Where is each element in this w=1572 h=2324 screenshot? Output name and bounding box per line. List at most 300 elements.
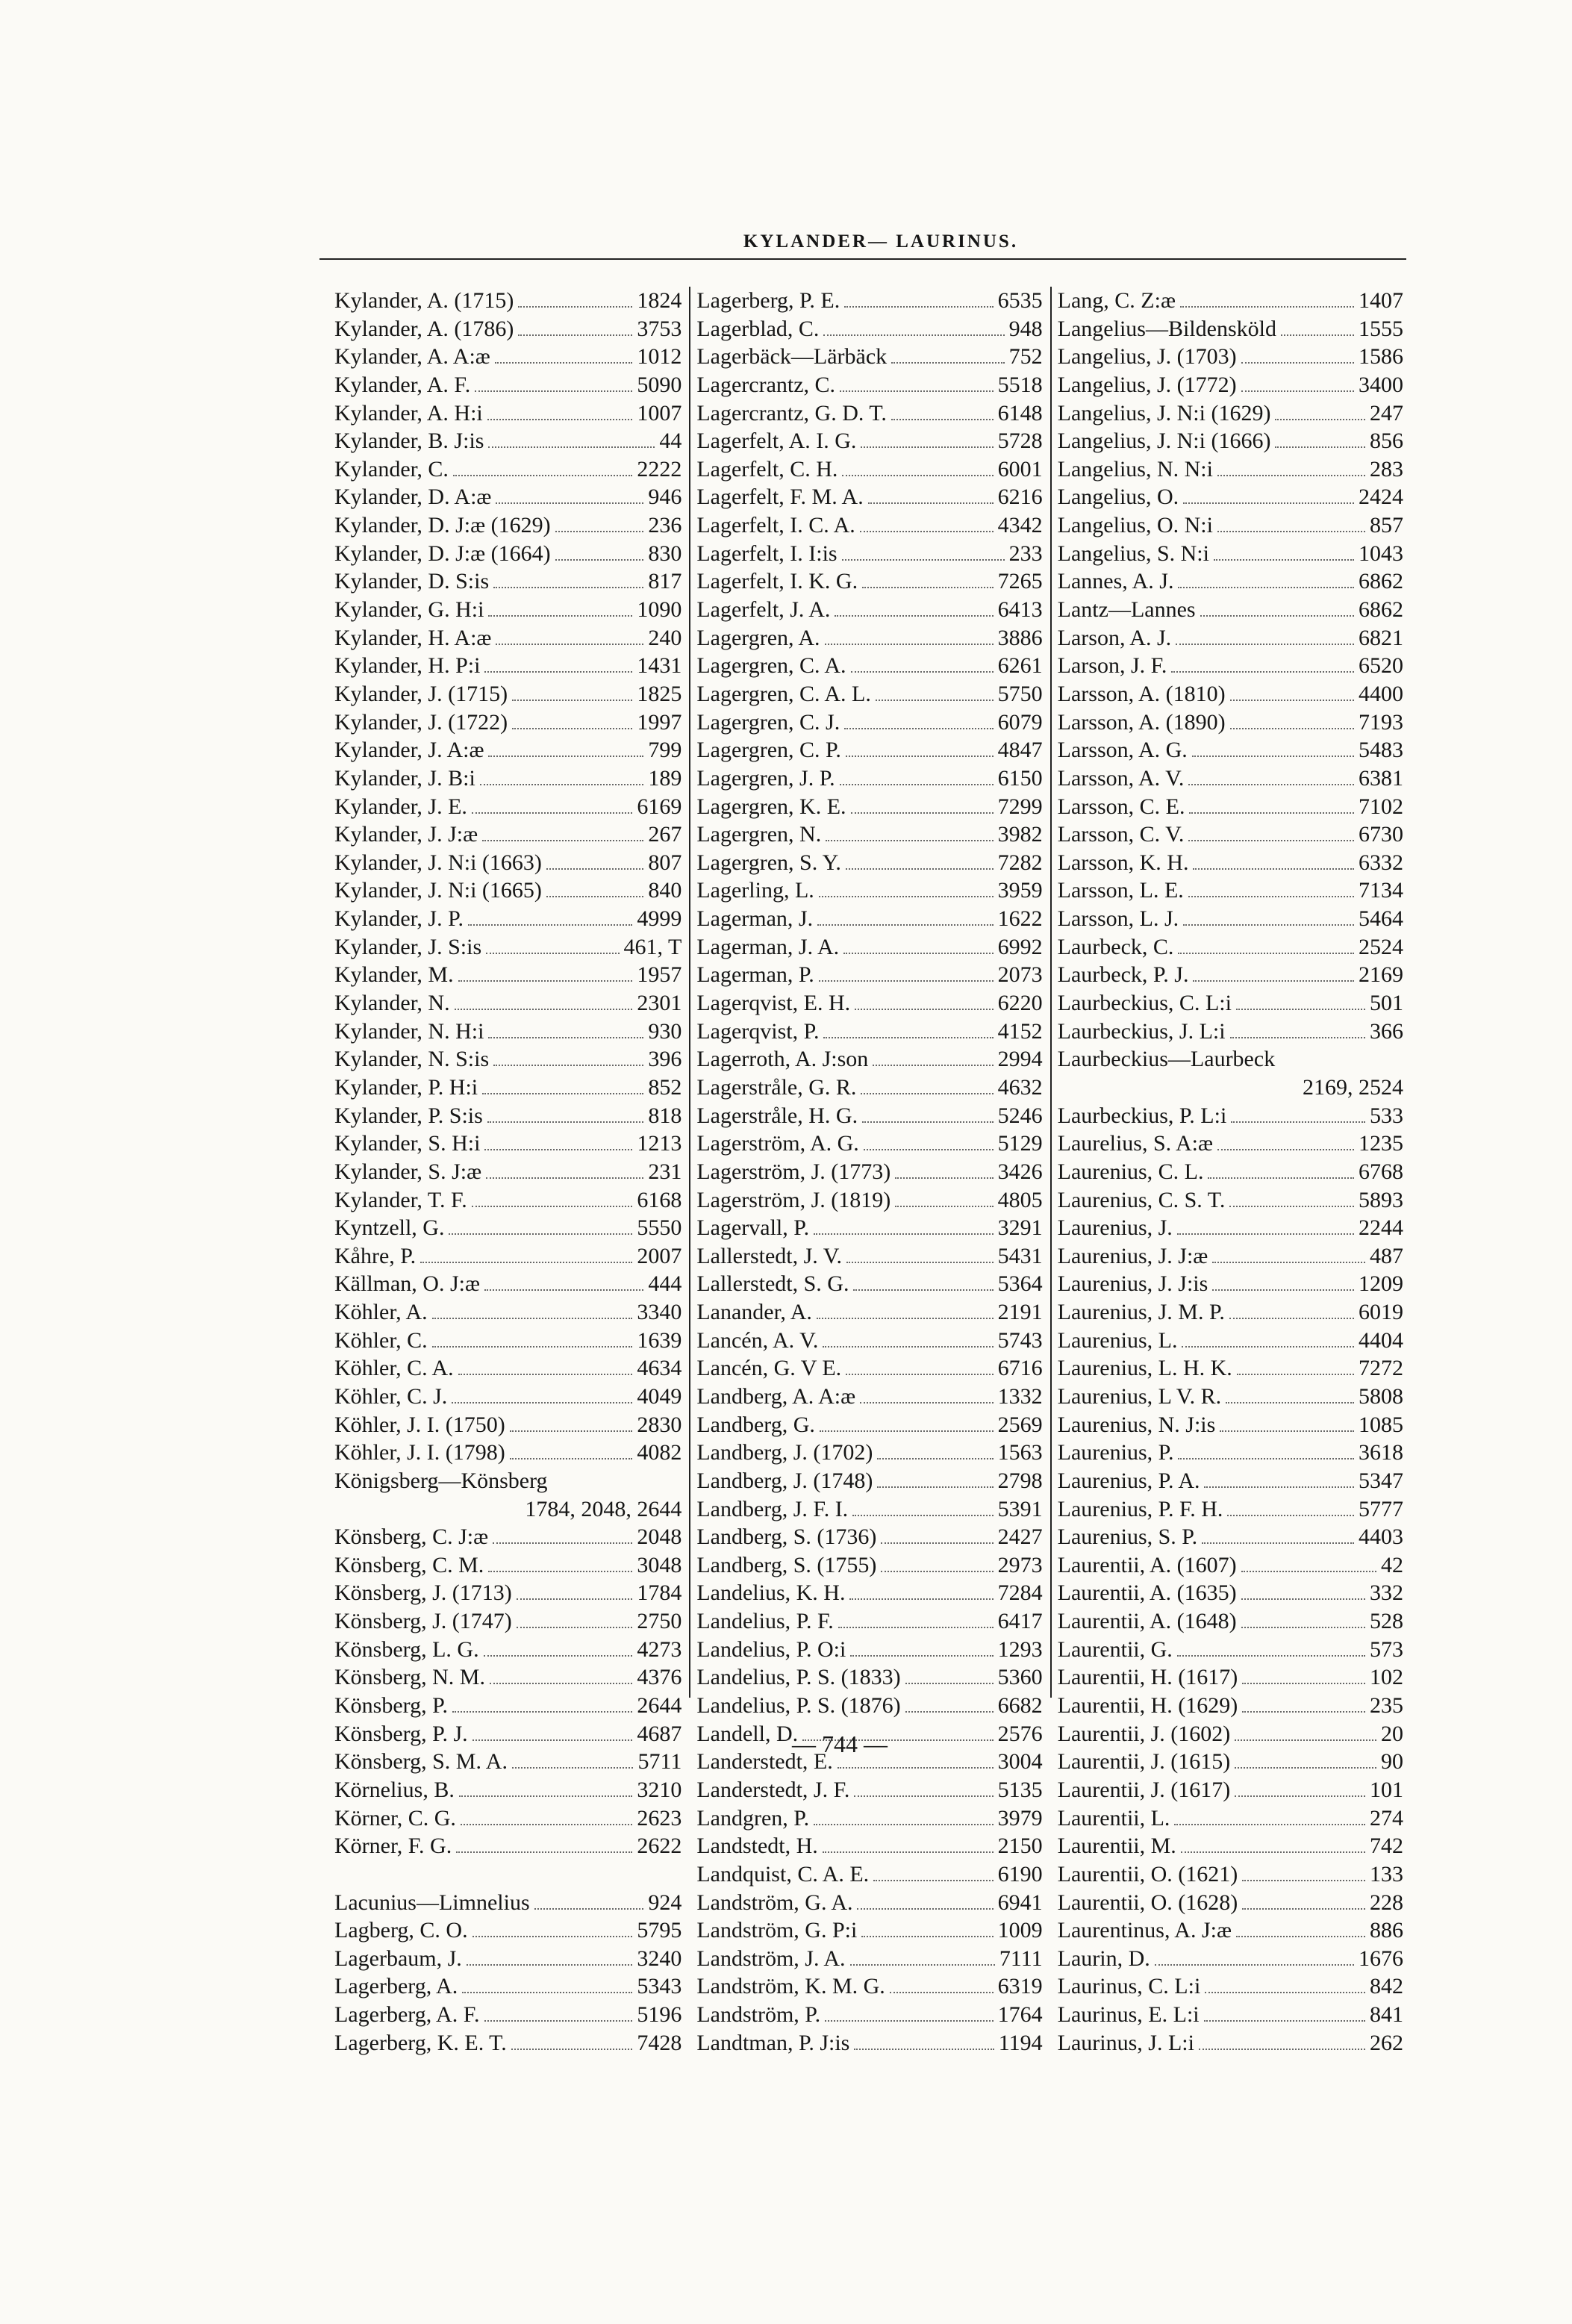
index-entry-ref: 102: [1369, 1665, 1403, 1690]
index-entry: [334, 680, 681, 708]
index-entry-name: Kylander, M.: [334, 962, 454, 988]
index-entry-ref: 6682: [997, 1693, 1043, 1719]
leader-dots: [1230, 727, 1354, 729]
index-entry-name: Landberg, S. (1736): [696, 1524, 877, 1550]
index-entry: [1058, 1439, 1403, 1467]
index-entry: [334, 1607, 681, 1636]
leader-dots: [458, 1373, 633, 1375]
index-entry: [334, 793, 681, 821]
leader-dots: [905, 1682, 994, 1684]
index-entry-ref: 4273: [637, 1636, 682, 1662]
leader-dots: [1212, 1261, 1365, 1263]
index-entry: [696, 1327, 1042, 1355]
leader-dots: [488, 446, 655, 448]
index-entry-name: Kyntzell, G.: [334, 1215, 445, 1241]
leader-dots: [461, 1823, 632, 1825]
index-entry-name: Larsson, A. G.: [1057, 738, 1188, 763]
index-entry: [1058, 1663, 1403, 1692]
leader-dots: [453, 474, 632, 476]
index-entry-ref: 4049: [637, 1383, 682, 1409]
index-entry: [696, 1439, 1042, 1467]
leader-dots: [1217, 1148, 1354, 1150]
index-entry-ref: 5135: [997, 1777, 1043, 1802]
index-entry: [334, 511, 681, 540]
index-entry-ref: 842: [1369, 1974, 1403, 1999]
index-entry-name: Lagerblad, C.: [696, 316, 820, 341]
leader-dots: [819, 895, 994, 897]
index-entry-name: Laurbeckius—Laurbeck: [1057, 1047, 1276, 1072]
leader-dots: [1236, 1008, 1365, 1010]
index-entry-name: Köhler, C.: [334, 1327, 428, 1353]
index-entry-ref: 7299: [997, 794, 1043, 819]
index-entry-name: Langelius, O.: [1057, 485, 1179, 510]
index-entry: [334, 1102, 681, 1130]
index-entry-name: Laurinus, J. L:i: [1057, 2030, 1194, 2055]
index-entry-name: Könsberg, N. M.: [334, 1665, 485, 1690]
index-entry-name: Kylander, P. H:i: [334, 1074, 478, 1100]
leader-dots: [823, 1345, 993, 1348]
index-entry-name: Landström, K. M. G.: [696, 1974, 885, 1999]
index-entry-ref: 4082: [637, 1440, 682, 1465]
leader-dots: [1237, 1373, 1354, 1375]
index-entry: [696, 1551, 1042, 1580]
index-entry: [696, 1945, 1042, 1973]
leader-dots: [1202, 1542, 1354, 1544]
index-entry-name: Kylander, N. S:is: [334, 1047, 490, 1072]
leader-dots: [876, 699, 994, 701]
leader-dots: [838, 1626, 994, 1628]
leader-dots: [846, 867, 994, 870]
leader-dots: [1178, 1457, 1354, 1459]
index-entry-ref: 7272: [1358, 1356, 1403, 1381]
leader-dots: [1242, 1710, 1365, 1713]
index-entry: [334, 315, 681, 343]
leader-dots: [819, 979, 994, 982]
leader-dots: [518, 305, 632, 308]
index-entry-name: Lagerbäck—Lärbäck: [696, 344, 888, 370]
index-entry-name: Königsberg—Könsberg: [334, 1468, 548, 1493]
index-entry-name: Larson, A. J.: [1057, 625, 1172, 650]
leader-dots: [849, 1598, 993, 1600]
index-entry-name: Lagerström, J. (1773): [696, 1159, 891, 1184]
index-entry-ref: 7282: [997, 850, 1043, 875]
index-entry-name: Kylander, G. H:i: [334, 597, 484, 623]
index-entry-name: Landerstedt, J. F.: [696, 1777, 850, 1802]
index-entry-name: Lagerfelt, J. A.: [696, 597, 831, 623]
index-entry-name: Kylander, J. P.: [334, 906, 464, 932]
leader-dots: [1242, 1907, 1365, 1910]
index-entry: [696, 1018, 1042, 1046]
leader-dots: [854, 1795, 993, 1797]
index-entry-ref: 2622: [637, 1834, 682, 1859]
index-entry-name: Larsson, L. E.: [1057, 878, 1184, 903]
index-entry: [696, 596, 1042, 624]
index-entry-ref: 4847: [997, 738, 1043, 763]
index-entry-ref: 3959: [997, 878, 1043, 903]
index-entry-ref: 5518: [997, 372, 1043, 397]
index-entry-ref: 6019: [1358, 1300, 1403, 1325]
index-entry: [696, 455, 1042, 484]
index-entry: [1058, 1636, 1403, 1664]
leader-dots: [895, 1177, 993, 1179]
index-entry: [334, 1130, 681, 1158]
index-entry-ref: 7111: [999, 1946, 1043, 1971]
index-entry-name: Landberg, A. A:æ: [696, 1383, 856, 1409]
index-entry-name: Lagerqvist, E. H.: [696, 991, 851, 1016]
leader-dots: [843, 952, 994, 954]
index-entry: [1058, 961, 1403, 989]
index-entry-ref: 4634: [637, 1356, 682, 1381]
index-entry: [1058, 455, 1403, 484]
index-entry-ref: 5347: [1358, 1468, 1403, 1493]
index-entry-ref: 235: [1369, 1693, 1403, 1719]
index-entry: [696, 483, 1042, 511]
index-entry: [696, 1495, 1042, 1524]
index-entry-ref: 366: [1369, 1018, 1403, 1044]
leader-dots: [1235, 1766, 1376, 1769]
index-entry-name: Laurenius, C. L.: [1057, 1159, 1204, 1184]
index-entry-ref: 946: [648, 485, 682, 510]
index-entry-name: Körnelius, B.: [334, 1777, 455, 1802]
index-entry-ref: 930: [648, 1018, 682, 1044]
index-entry-ref: 3340: [637, 1300, 682, 1325]
leader-dots: [484, 670, 632, 673]
index-entry-name: Landstedt, H.: [696, 1834, 818, 1859]
index-entry: [696, 1074, 1042, 1102]
leader-dots: [1204, 2019, 1365, 2022]
leader-dots: [862, 1121, 994, 1123]
index-entry-ref: 247: [1369, 400, 1403, 426]
index-entry-ref: 6730: [1358, 822, 1403, 847]
index-entry-ref: 7284: [997, 1580, 1043, 1606]
leader-dots: [820, 1430, 994, 1432]
index-entry-ref: 5483: [1358, 738, 1403, 763]
index-entry: [1058, 1045, 1403, 1074]
leader-dots: [877, 1457, 993, 1459]
index-entry-ref: 7134: [1358, 878, 1403, 903]
index-entry: [334, 1186, 681, 1215]
leader-dots: [546, 867, 643, 870]
leader-dots: [1242, 1879, 1365, 1881]
index-entry: [334, 961, 681, 989]
leader-dots: [842, 558, 1005, 561]
index-entry-ref: 1213: [637, 1131, 682, 1156]
index-entry: [696, 1214, 1042, 1242]
index-entry-ref: 1043: [1358, 540, 1403, 566]
index-entry-name: Larsson, C. V.: [1057, 822, 1185, 847]
leader-dots: [861, 1092, 993, 1094]
index-entry-ref: 3982: [997, 822, 1043, 847]
leader-dots: [1177, 1654, 1365, 1657]
index-entry-name: Lagergren, C. A.: [696, 653, 846, 679]
index-entry: [1058, 1889, 1403, 1917]
index-entry-name: Lagerstråle, G. R.: [696, 1074, 857, 1100]
index-entry-name: Landström, G. P:i: [696, 1918, 858, 1943]
leader-dots: [814, 1823, 994, 1825]
leader-dots: [482, 839, 643, 841]
index-entry-name: Kylander, J. B:i: [334, 765, 475, 791]
index-entry-ref: 6862: [1358, 569, 1403, 594]
index-entry-name: Lagergren, J. P.: [696, 765, 835, 791]
index-entry-ref: 2623: [637, 1805, 682, 1831]
index-entry: [696, 1467, 1042, 1495]
leader-dots: [1183, 923, 1354, 926]
index-entry: [696, 343, 1042, 371]
index-entry-ref: 6001: [997, 456, 1043, 482]
index-entry-ref: 5343: [637, 1974, 682, 1999]
index-entry-name: Landelius, K. H.: [696, 1580, 846, 1606]
index-entry-name: Lagerberg, P. E.: [696, 288, 840, 313]
index-entry-name: Körner, C. G.: [334, 1805, 456, 1831]
index-column-1: [328, 287, 689, 2055]
index-entry: [334, 1916, 681, 1945]
index-entry: [696, 1636, 1042, 1664]
index-entry-ref: 1085: [1358, 1412, 1403, 1437]
index-entry: [696, 1186, 1042, 1215]
index-entry: [696, 1158, 1042, 1186]
leader-dots: [1235, 1739, 1376, 1741]
index-entry-name: Laurentii, A. (1648): [1057, 1609, 1237, 1634]
leader-dots: [1229, 1317, 1354, 1319]
index-entry-name: Lancén, G. V E.: [696, 1356, 842, 1381]
index-entry-name: Laurentii, O. (1621): [1057, 1861, 1238, 1887]
index-entry-name: Kylander, H. P:i: [334, 653, 481, 679]
index-entry-ref: 6992: [997, 934, 1043, 959]
index-entry-name: Laurenius, L.: [1057, 1327, 1178, 1353]
index-entry: [334, 1776, 681, 1804]
index-entry: [1058, 1776, 1403, 1804]
index-entry: [696, 1804, 1042, 1833]
index-entry: [334, 2001, 681, 2029]
index-entry-ref: 799: [648, 738, 682, 763]
index-entry-ref: 6941: [997, 1890, 1043, 1915]
index-entry-name: Laurenius, J. J:is: [1057, 1271, 1208, 1297]
index-entry: [1058, 820, 1403, 849]
index-entry-name: Kylander, A. (1715): [334, 288, 514, 313]
index-entry-name: Larsson, A. (1890): [1057, 709, 1226, 735]
index-entry: [334, 1467, 681, 1495]
index-entry-name: Lagerfelt, I. C. A.: [696, 513, 855, 538]
index-entry-name: Laurenius, J. M. P.: [1057, 1300, 1225, 1325]
leader-dots: [873, 1064, 993, 1066]
index-entry: [334, 1383, 681, 1411]
index-column-3: [1050, 287, 1411, 2055]
leader-dots: [1200, 614, 1354, 617]
index-entry-ref: 1009: [997, 1918, 1043, 1943]
index-entry-ref: 6150: [997, 765, 1043, 791]
index-entry: [334, 624, 681, 652]
index-entry-name: Kylander, D. S:is: [334, 569, 490, 594]
index-entry: [334, 427, 681, 455]
index-entry-ref: 3886: [997, 625, 1043, 650]
index-entry: [696, 1832, 1042, 1860]
index-entry: [696, 680, 1042, 708]
index-entry-ref: 7193: [1358, 709, 1403, 735]
index-entry-ref: 5391: [997, 1496, 1043, 1521]
index-entry: [696, 2001, 1042, 2029]
index-entry: [334, 287, 681, 315]
leader-dots: [472, 1205, 633, 1207]
index-entry: [696, 624, 1042, 652]
index-entry-name: Laurelius, S. A:æ: [1057, 1131, 1213, 1156]
index-entry-name: Laurenius, P. A.: [1057, 1468, 1200, 1493]
index-entry-ref: 3048: [637, 1552, 682, 1577]
leader-dots: [1178, 952, 1354, 954]
index-entry-ref: 189: [648, 765, 682, 791]
index-entry-ref: 4687: [637, 1721, 682, 1746]
header-rule: [319, 258, 1406, 260]
index-entry: [334, 708, 681, 737]
index-entry-name: Kylander, N. H:i: [334, 1018, 484, 1044]
leader-dots: [1230, 1036, 1365, 1038]
leader-dots: [1188, 895, 1354, 897]
leader-dots: [817, 1317, 994, 1319]
index-entry: [334, 1298, 681, 1327]
index-entry: [696, 764, 1042, 793]
index-entry-ref: 6413: [997, 597, 1043, 623]
index-entry: [334, 764, 681, 793]
index-entry-name: Langelius, N. N:i: [1057, 456, 1213, 482]
index-entry-name: Landgren, P.: [696, 1805, 810, 1831]
index-entry-name: Kylander, A. F.: [334, 372, 471, 397]
index-entry: [1058, 315, 1403, 343]
index-entry: [696, 933, 1042, 962]
index-entry-ref: 396: [648, 1047, 682, 1072]
index-entry-name: Kylander, D. J:æ (1664): [334, 540, 551, 566]
index-entry: [1058, 1242, 1403, 1271]
index-entry: [1058, 1186, 1403, 1215]
index-entry: [1058, 933, 1403, 962]
index-entry: [696, 1523, 1042, 1551]
leader-dots: [881, 1542, 993, 1544]
index-entry-ref: 2222: [637, 456, 682, 482]
index-entry-ref: 274: [1369, 1805, 1403, 1831]
leader-dots: [475, 390, 632, 392]
index-entry-name: Laurentii, L.: [1057, 1805, 1170, 1831]
index-entry-ref: 1586: [1358, 344, 1403, 370]
index-entry-name: Langelius, O. N:i: [1057, 513, 1213, 538]
index-entry: [1058, 1916, 1403, 1945]
index-entry-name: Kylander, J. S:is: [334, 934, 482, 959]
leader-dots: [517, 1626, 633, 1628]
index-entry: [696, 1298, 1042, 1327]
leader-dots: [1188, 783, 1354, 785]
index-entry-name: Körner, F. G.: [334, 1834, 452, 1859]
index-entry: [696, 1383, 1042, 1411]
leader-dots: [512, 1766, 633, 1769]
leader-dots: [835, 614, 993, 617]
index-entry-ref: 4404: [1358, 1327, 1403, 1353]
index-entry-name: Lagergren, C. P.: [696, 738, 841, 763]
leader-dots: [1183, 502, 1354, 504]
leader-dots: [1171, 670, 1354, 673]
index-entry-ref: 948: [1008, 316, 1043, 341]
index-entry-ref: 5550: [637, 1215, 682, 1241]
index-entry-ref: 1007: [637, 400, 682, 426]
index-entry-name: Laurbeckius, P. L:i: [1057, 1103, 1227, 1128]
index-entry-name: Langelius, J. N:i (1629): [1057, 400, 1271, 426]
index-entry: [696, 567, 1042, 596]
index-entry-name: Laurenius, L V. R.: [1057, 1383, 1222, 1409]
index-entry: [696, 1692, 1042, 1720]
leader-dots: [864, 1148, 994, 1150]
index-entry-name: Lagerqvist, P.: [696, 1018, 820, 1044]
index-entry-ref: 818: [648, 1103, 682, 1128]
index-entry-ref: 4403: [1358, 1524, 1403, 1550]
index-entry: [334, 849, 681, 877]
index-entry: [334, 1832, 681, 1860]
leader-dots: [488, 755, 643, 757]
index-entry: [334, 1748, 681, 1776]
leader-dots: [840, 390, 994, 392]
index-entry-name: Lagerfelt, C. H.: [696, 456, 838, 482]
index-entry-ref: 2169: [1358, 962, 1403, 988]
index-entry-ref: 841: [1369, 2002, 1403, 2028]
index-entry-name: Kylander, S. J:æ: [334, 1159, 482, 1184]
index-entry-name: Laurbeck, C.: [1057, 934, 1174, 959]
leader-dots: [459, 1795, 633, 1797]
index-entry-ref: 1194: [998, 2030, 1043, 2055]
index-entry: [1058, 1692, 1403, 1720]
index-entry-name: Landström, P.: [696, 2002, 821, 2028]
leader-dots: [1275, 446, 1365, 448]
index-entry-ref: 7102: [1358, 794, 1403, 819]
index-entry: [334, 1945, 681, 1973]
index-entry-ref: 1555: [1358, 316, 1403, 341]
leader-dots: [905, 1710, 994, 1713]
index-entry-ref: 5090: [637, 372, 682, 397]
index-entry-ref: 830: [648, 540, 682, 566]
index-entry: [1058, 371, 1403, 399]
index-entry-name: Lagerfelt, I. I:is: [696, 540, 838, 566]
index-entry: [1058, 1495, 1403, 1524]
index-entry-name: Landström, J. A.: [696, 1946, 846, 1971]
index-entry-name: Lagerman, J. A.: [696, 934, 840, 959]
index-entry: [696, 399, 1042, 428]
index-entry: [334, 2029, 681, 2057]
index-entry: [334, 905, 681, 933]
index-entry-ref: 4632: [997, 1074, 1043, 1100]
leader-dots: [1235, 1795, 1365, 1797]
index-entry-name: Landberg, G.: [696, 1412, 815, 1437]
index-entry-name: Landberg, J. F. I.: [696, 1496, 849, 1521]
index-entry-ref: 90: [1380, 1749, 1403, 1775]
index-entry-ref: 6417: [997, 1609, 1043, 1634]
index-entry-ref: 6332: [1358, 850, 1403, 875]
index-entry-ref: 5777: [1358, 1496, 1403, 1521]
leader-dots: [1217, 474, 1365, 476]
index-entry-ref: 5431: [997, 1243, 1043, 1268]
index-entry-name: Könsberg, L. G.: [334, 1636, 479, 1662]
index-entry-name: Könsberg, C. J:æ: [334, 1524, 489, 1550]
index-entry-name: Källman, O. J:æ: [334, 1271, 480, 1297]
index-entry-ref: 2798: [997, 1468, 1043, 1493]
index-entry: [334, 1551, 681, 1580]
index-entry-ref: 1235: [1358, 1131, 1403, 1156]
index-entry-name: Laurin, D.: [1057, 1946, 1150, 1971]
index-entry: [334, 989, 681, 1018]
index-entry-ref: 1012: [637, 344, 682, 370]
index-entry-name: Lanander, A.: [696, 1300, 812, 1325]
index-spacer: [334, 1860, 681, 1889]
index-entry: [334, 736, 681, 764]
index-entry-name: Laurentii, J. (1617): [1057, 1777, 1231, 1802]
index-entry-name: Lagerstråle, H. G.: [696, 1103, 858, 1128]
index-entry: [696, 1776, 1042, 1804]
leader-dots: [840, 783, 994, 785]
index-entry-ref: 2244: [1358, 1215, 1403, 1241]
index-entry-ref: 3618: [1358, 1440, 1403, 1465]
